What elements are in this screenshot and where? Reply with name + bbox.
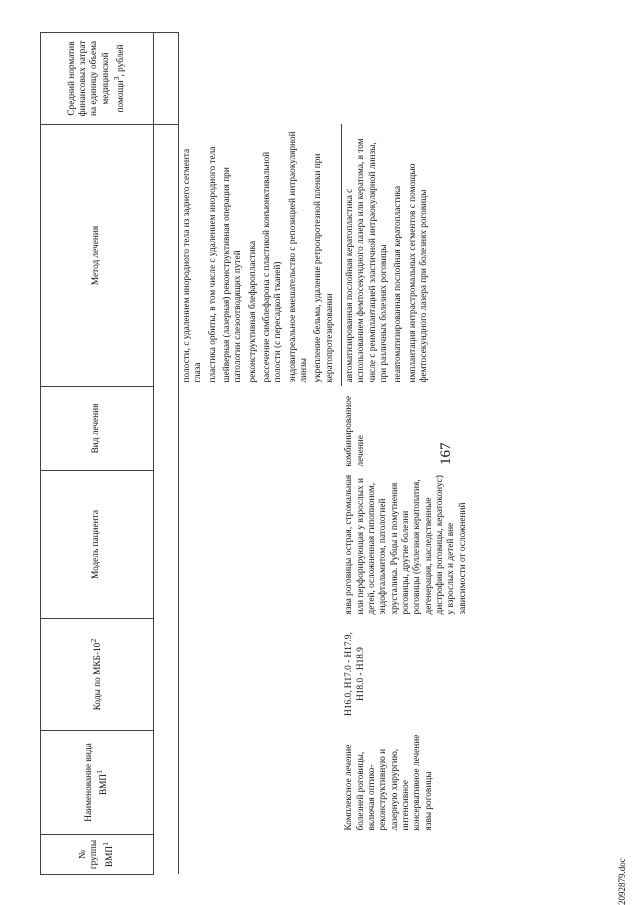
header-treatment-type: Вид лечения <box>41 387 154 471</box>
type-name-cell: Комплексное лечение болезней роговицы, включая оптико-реконструктивную и лазерную хирургию, интенсивное консервативное лечение язвы роговицы <box>344 734 434 831</box>
treatment-type-cell: комбинированное лечение <box>344 395 366 467</box>
method-item: имплантация интрастромальных сегментов с помощью фемтосекундного лазера при болезнях роговицы <box>407 163 429 383</box>
continued-row <box>179 33 342 875</box>
method-item: полости, с удалением инородного тела из заднего сегмента глаза <box>182 148 204 383</box>
header-type-name: Наименование вида ВМП$^1$ <box>41 731 154 835</box>
methods-cell <box>341 125 471 387</box>
header-group-no: № группы ВМП$^1$ <box>41 835 154 875</box>
method-item: эндовитреальное вмешательство с репозицией интраокулярной линзы <box>287 131 309 383</box>
page-number: 167 <box>438 442 454 465</box>
patient-model-cell: язва роговицы острая, стромальная или перфорирующая у взрослых и детей, осложненная гипопионом, эндофтальмитом, патологией хрусталика. Рубцы и помутнения роговицы, другие болезни роговицы (буллезная кератопатия, дегенерация, наследственные дистрофии роговицы, кератоконус) у взрослых и детей вне зависимости от осложнений <box>344 474 468 615</box>
header-icd-codes: Коды по МКБ-$10^2$ <box>41 619 154 731</box>
header-patient-model: Модель пациента <box>41 471 154 619</box>
method-item: укрепление бельма, удаление ретропротезной пленки при кератопротезировании <box>313 153 335 383</box>
method-item: реконструктивная блефаропластика <box>247 240 258 383</box>
vmp-table <box>40 32 471 875</box>
icd-codes-cell: H16.0, H17.0 - H17.9, H18.0 - H18.9 <box>344 632 366 716</box>
spacer-row <box>154 33 179 875</box>
header-cost: Средний норматив финансовых затрат на единицу объема медицинской помощи$^3$, рублей <box>41 33 154 125</box>
header-method: Метод лечения <box>41 125 154 387</box>
method-item: автоматизированная послойная кератопластика с использованием фемтосекундного лазера или кератома, в том числе с реимплантацией эластичной интраокулярной линзы, при различных болезнях роговицы <box>344 138 389 383</box>
method-item: рассечение симблефарона с пластикой конъюнктивальной полости (с пересадкой тканей) <box>261 151 284 383</box>
method-item: шейверная (лазерная) реконструктивная операция при патологии слезоотводящих путей <box>221 167 244 383</box>
header-row <box>41 33 154 875</box>
continued-methods-cell <box>179 125 342 387</box>
table-row <box>341 33 471 875</box>
method-item: неавтоматизированная послойная кератопластика <box>393 185 404 383</box>
method-item: пластика орбиты, в том числе с удалением инородного тела <box>207 146 218 383</box>
footer-filename: 2092879.doc <box>617 858 627 905</box>
